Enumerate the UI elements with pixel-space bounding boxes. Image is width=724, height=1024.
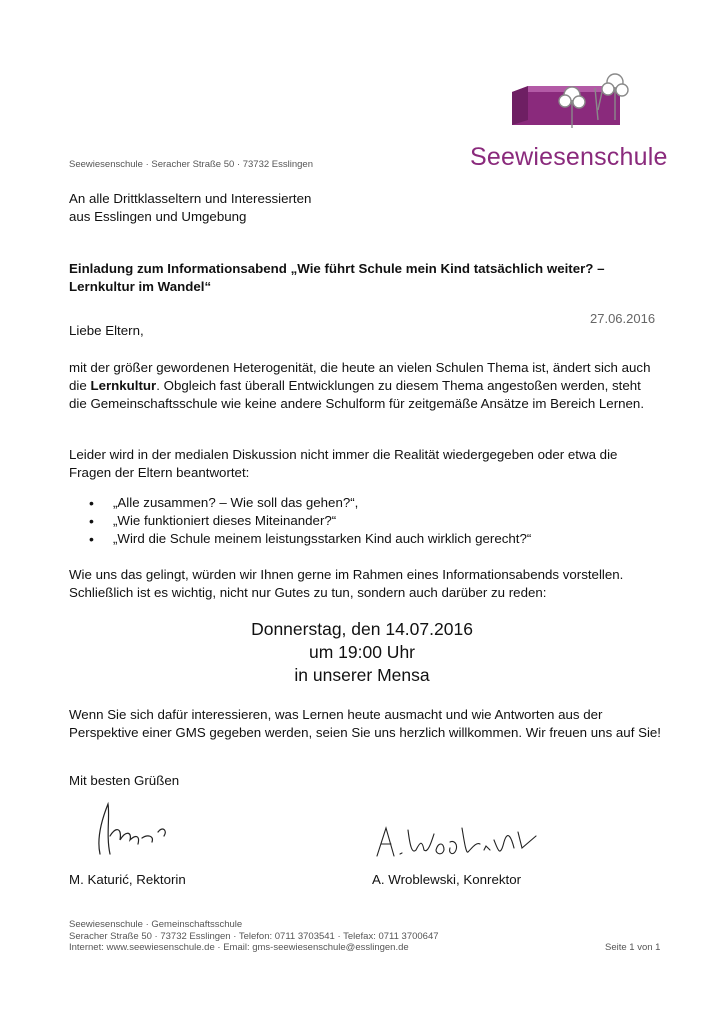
list-item bbox=[69, 530, 659, 548]
sender-address: Seewiesenschule · Seracher Straße 50 · 73732 Esslingen bbox=[69, 159, 313, 170]
signature-wroblewski bbox=[372, 820, 542, 873]
school-logo-graphic bbox=[470, 70, 670, 150]
recipient-block bbox=[69, 190, 311, 226]
page-number: Seite 1 von 1 bbox=[605, 942, 661, 953]
closing: Mit besten Grüßen bbox=[69, 773, 180, 788]
signatory-name: M. Katurić, Rektorin bbox=[69, 872, 186, 887]
paragraph-invitation: Wie uns das gelingt, würden wir Ihnen gerne im Rahmen eines Informationsabends vorstellen. Schließlich ist es wichtig, nicht nur Gutes zu tun, sondern auch darüber zu reden: bbox=[69, 567, 624, 600]
emphasis-lernkultur: Lernkultur bbox=[90, 378, 157, 393]
footer bbox=[69, 919, 439, 954]
paragraph-text: . Obgleich fast überall Entwicklungen zu diesem Thema angestoßen werden, steht die Gemeinschaftsschule wie keine andere Schulform für zeitgemäße Ansätze im Bereich Lernen. bbox=[69, 378, 645, 411]
paragraph-text: mit der größer gewordenen Heterogenität, die heute an vielen Schulen Thema ist, ändert sich auch die bbox=[69, 360, 651, 393]
recipient-line: An alle Drittklasseltern und Interessierten bbox=[69, 191, 312, 206]
paragraph-media: Leider wird in der medialen Diskussion nicht immer die Realität wiedergegeben oder etwa die Fragen der Eltern beantwortet: bbox=[69, 447, 618, 480]
letter-date: 27.06.2016 bbox=[590, 311, 656, 326]
footer-line: Seracher Straße 50 · 73732 Esslingen · Telefon: 0711 3703541 · Telefax: 0711 3700647 bbox=[69, 930, 439, 942]
questions-list bbox=[69, 494, 659, 548]
greeting: Liebe Eltern, bbox=[69, 323, 144, 338]
question-text: „Wie funktioniert dieses Miteinander?“ bbox=[113, 513, 337, 528]
paragraph-welcome: Wenn Sie sich dafür interessieren, was Lernen heute ausmacht und wie Antworten aus der Perspektive einer GMS gegeben werden, seien Sie uns herzlich willkommen. Wir freuen uns auf Sie! bbox=[69, 707, 661, 740]
question-text: „Wird die Schule meinem leistungsstarken Kind auch wirklich gerecht?“ bbox=[113, 531, 532, 546]
school-name: Seewiesenschule bbox=[470, 143, 668, 171]
event-time: um 19:00 Uhr bbox=[308, 642, 416, 662]
list-item bbox=[69, 512, 659, 530]
letter-subject: Einladung zum Informationsabend „Wie führt Schule mein Kind tatsächlich weiter? – Lernkultur im Wandel“ bbox=[69, 261, 605, 294]
footer-line: Seewiesenschule · Gemeinschaftsschule bbox=[69, 919, 243, 930]
list-item bbox=[69, 494, 659, 512]
paragraph-heterogeneity bbox=[69, 359, 659, 413]
recipient-line: aus Esslingen und Umgebung bbox=[69, 209, 247, 224]
question-text: „Alle zusammen? – Wie soll das gehen?“, bbox=[113, 495, 359, 510]
signatory-name: A. Wroblewski, Konrektor bbox=[372, 872, 522, 887]
signature-katuric bbox=[86, 796, 176, 871]
event-details bbox=[69, 618, 655, 687]
footer-line: Internet: www.seewiesenschule.de · Email: gms-seewiesenschule@esslingen.de bbox=[69, 942, 409, 953]
event-date: Donnerstag, den 14.07.2016 bbox=[251, 619, 473, 639]
event-location: in unserer Mensa bbox=[294, 665, 430, 685]
